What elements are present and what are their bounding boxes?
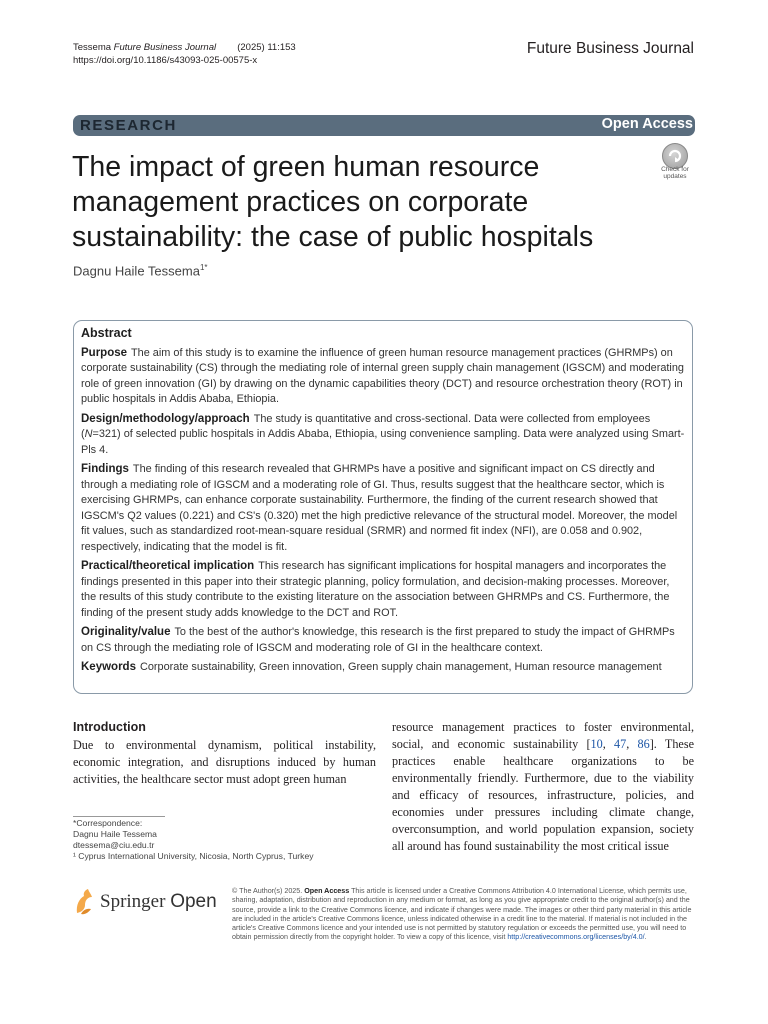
springer-wordmark: Springer xyxy=(100,891,166,912)
article-author: Dagnu Haile Tessema$^{1*}$ xyxy=(73,263,208,279)
author-affiliation-marker: 1* xyxy=(199,263,208,272)
body-left-column xyxy=(73,719,376,788)
abstract-keywords: Keywords Corporate sustainability, Green innovation, Green supply chain management, Human resource management xyxy=(81,661,662,673)
abstract-heading: Abstract xyxy=(81,326,132,340)
open-access-label: Open Access xyxy=(601,116,693,132)
reference-link-86[interactable]: 86 xyxy=(637,737,650,751)
abstract-originality: Originality/value To the best of the author's knowledge, this research is the first prepared to study the impact of GHRMPs on CS through the mediating role of IGSCM and moderating role of GI in the healthcare context. xyxy=(81,626,675,654)
article-type-label: RESEARCH xyxy=(80,117,177,134)
body-right-column: resource management practices to foster environmental, social, and economic sustainability [10, 47, 86]. These practices enable healthcare organizations to be environmentally friendly. Furthermore, due to the viability and efficacy of resources, infrastructure, policies, and economies under pressures including climate change, overconsumption, and world population expansion, society all around has found sustainability the most critical issue xyxy=(392,720,694,853)
doi-link[interactable]: https://doi.org/10.1186/s43093-025-00575-x xyxy=(73,55,258,66)
header-journal-italic: Future Business Journal xyxy=(113,42,217,53)
springer-open-logo xyxy=(73,887,218,919)
abstract-design: Design/methodology/approach The study is quantitative and cross-sectional. Data were collected from employees (N=321) of selected public hospitals in Addis Ababa, Ethiopia, using convenience sampling. Data were analyzed using Smart-Pls 4. xyxy=(81,412,685,456)
header-volume: (2025) 11:153 xyxy=(237,42,296,53)
journal-name: Future Business Journal xyxy=(526,40,694,57)
check-for-updates-badge[interactable] xyxy=(655,143,695,181)
check-for-updates-text: Check for updates xyxy=(661,166,689,180)
header-author: Tessema xyxy=(73,42,112,53)
abstract-practical: Practical/theoretical implication This research has significant implications for hospital managers and incorporates the findings presented in this paper into their strategic planning, policy formulation, and decision-making processes. Moreover, the results of this study contribute to the existing literature on the association between GHRMPs and CS. Furthermore, the finding of the present study adds knowledge to the DCT and ROT. xyxy=(81,560,670,619)
article-title: The impact of green human resource management practices on corporate sustainability: the case of public hospitals xyxy=(72,151,594,253)
citation-header xyxy=(73,41,296,67)
reference-link-10[interactable]: 10 xyxy=(590,737,603,751)
reference-link-47[interactable]: 47 xyxy=(614,737,627,751)
abstract-content xyxy=(81,326,687,680)
springer-horse-icon xyxy=(73,887,95,917)
correspondence-email[interactable]: dtessema@ciu.edu.tr xyxy=(73,840,155,850)
abstract-findings: Findings The finding of this research revealed that GHRMPs have a positive and significant impact on CS directly and through a mediating role of IGSCM and a moderating role of GI. Thus, results suggest that the healthcare sector, which is exercising GHRMPs, can enhance corporate sustainability. Furthermore, the finding of the current research showed that IGSCM's Q2 values (0.221) and CS's (0.320) met the high predictive relevance of the structural model. Moreover, the model fit values, such as standardized root-mean-square residual (SRMR) and normed fit index (NFI), are 0.058 and 0.902, respectively, indicating that the model is fit. xyxy=(81,463,678,553)
introduction-heading: Introduction xyxy=(73,720,146,734)
license-text: © The Author(s) 2025. Open Access This article is licensed under a Creative Commons Attribution 4.0 International License, which permits use, sharing, adaptation, distribution and reproduction in any medium or format, as long as you give appropriate credit to the original author(s) and the source, provide a link to the Creative Commons licence, and indicate if changes were made. The images or other third party material in this article are included in the article's Creative Commons licence, unless indicated otherwise in a credit line to the material. If material is not included in the article's Creative Commons licence and your intended use is not permitted by statutory regulation or exceeds the permitted use, you will need to obtain permission directly from the copyright holder. To view a copy of this licence, visit http://creativecommons.org/licenses/by/4.0/. xyxy=(232,887,692,942)
introduction-text-left: Due to environmental dynamism, political instability, economic integration, and disruptions induced by human activities, the healthcare sector must adopt green human xyxy=(73,738,376,786)
license-link[interactable]: http://creativecommons.org/licenses/by/4.0/ xyxy=(507,933,645,942)
correspondence-footnote: *Correspondence: Dagnu Haile Tessema dtessema@ciu.edu.tr ¹ Cyprus International University, Nicosia, North Cyprus, Turkey xyxy=(73,818,314,861)
open-wordmark: Open xyxy=(170,891,217,912)
abstract-purpose: Purpose The aim of this study is to examine the influence of green human resource management practices (GHRMPs) on corporate sustainability (CS) through the mediating role of internal green supply chain management (IGSCM) and moderating role of green innovation (GI) by drawing on the dynamic capabilities theory (DCT) and resource orchestration theory (ROT) in public hospitals in Addis Ababa, Ethiopia. xyxy=(81,346,684,405)
footnote-rule xyxy=(73,816,165,817)
